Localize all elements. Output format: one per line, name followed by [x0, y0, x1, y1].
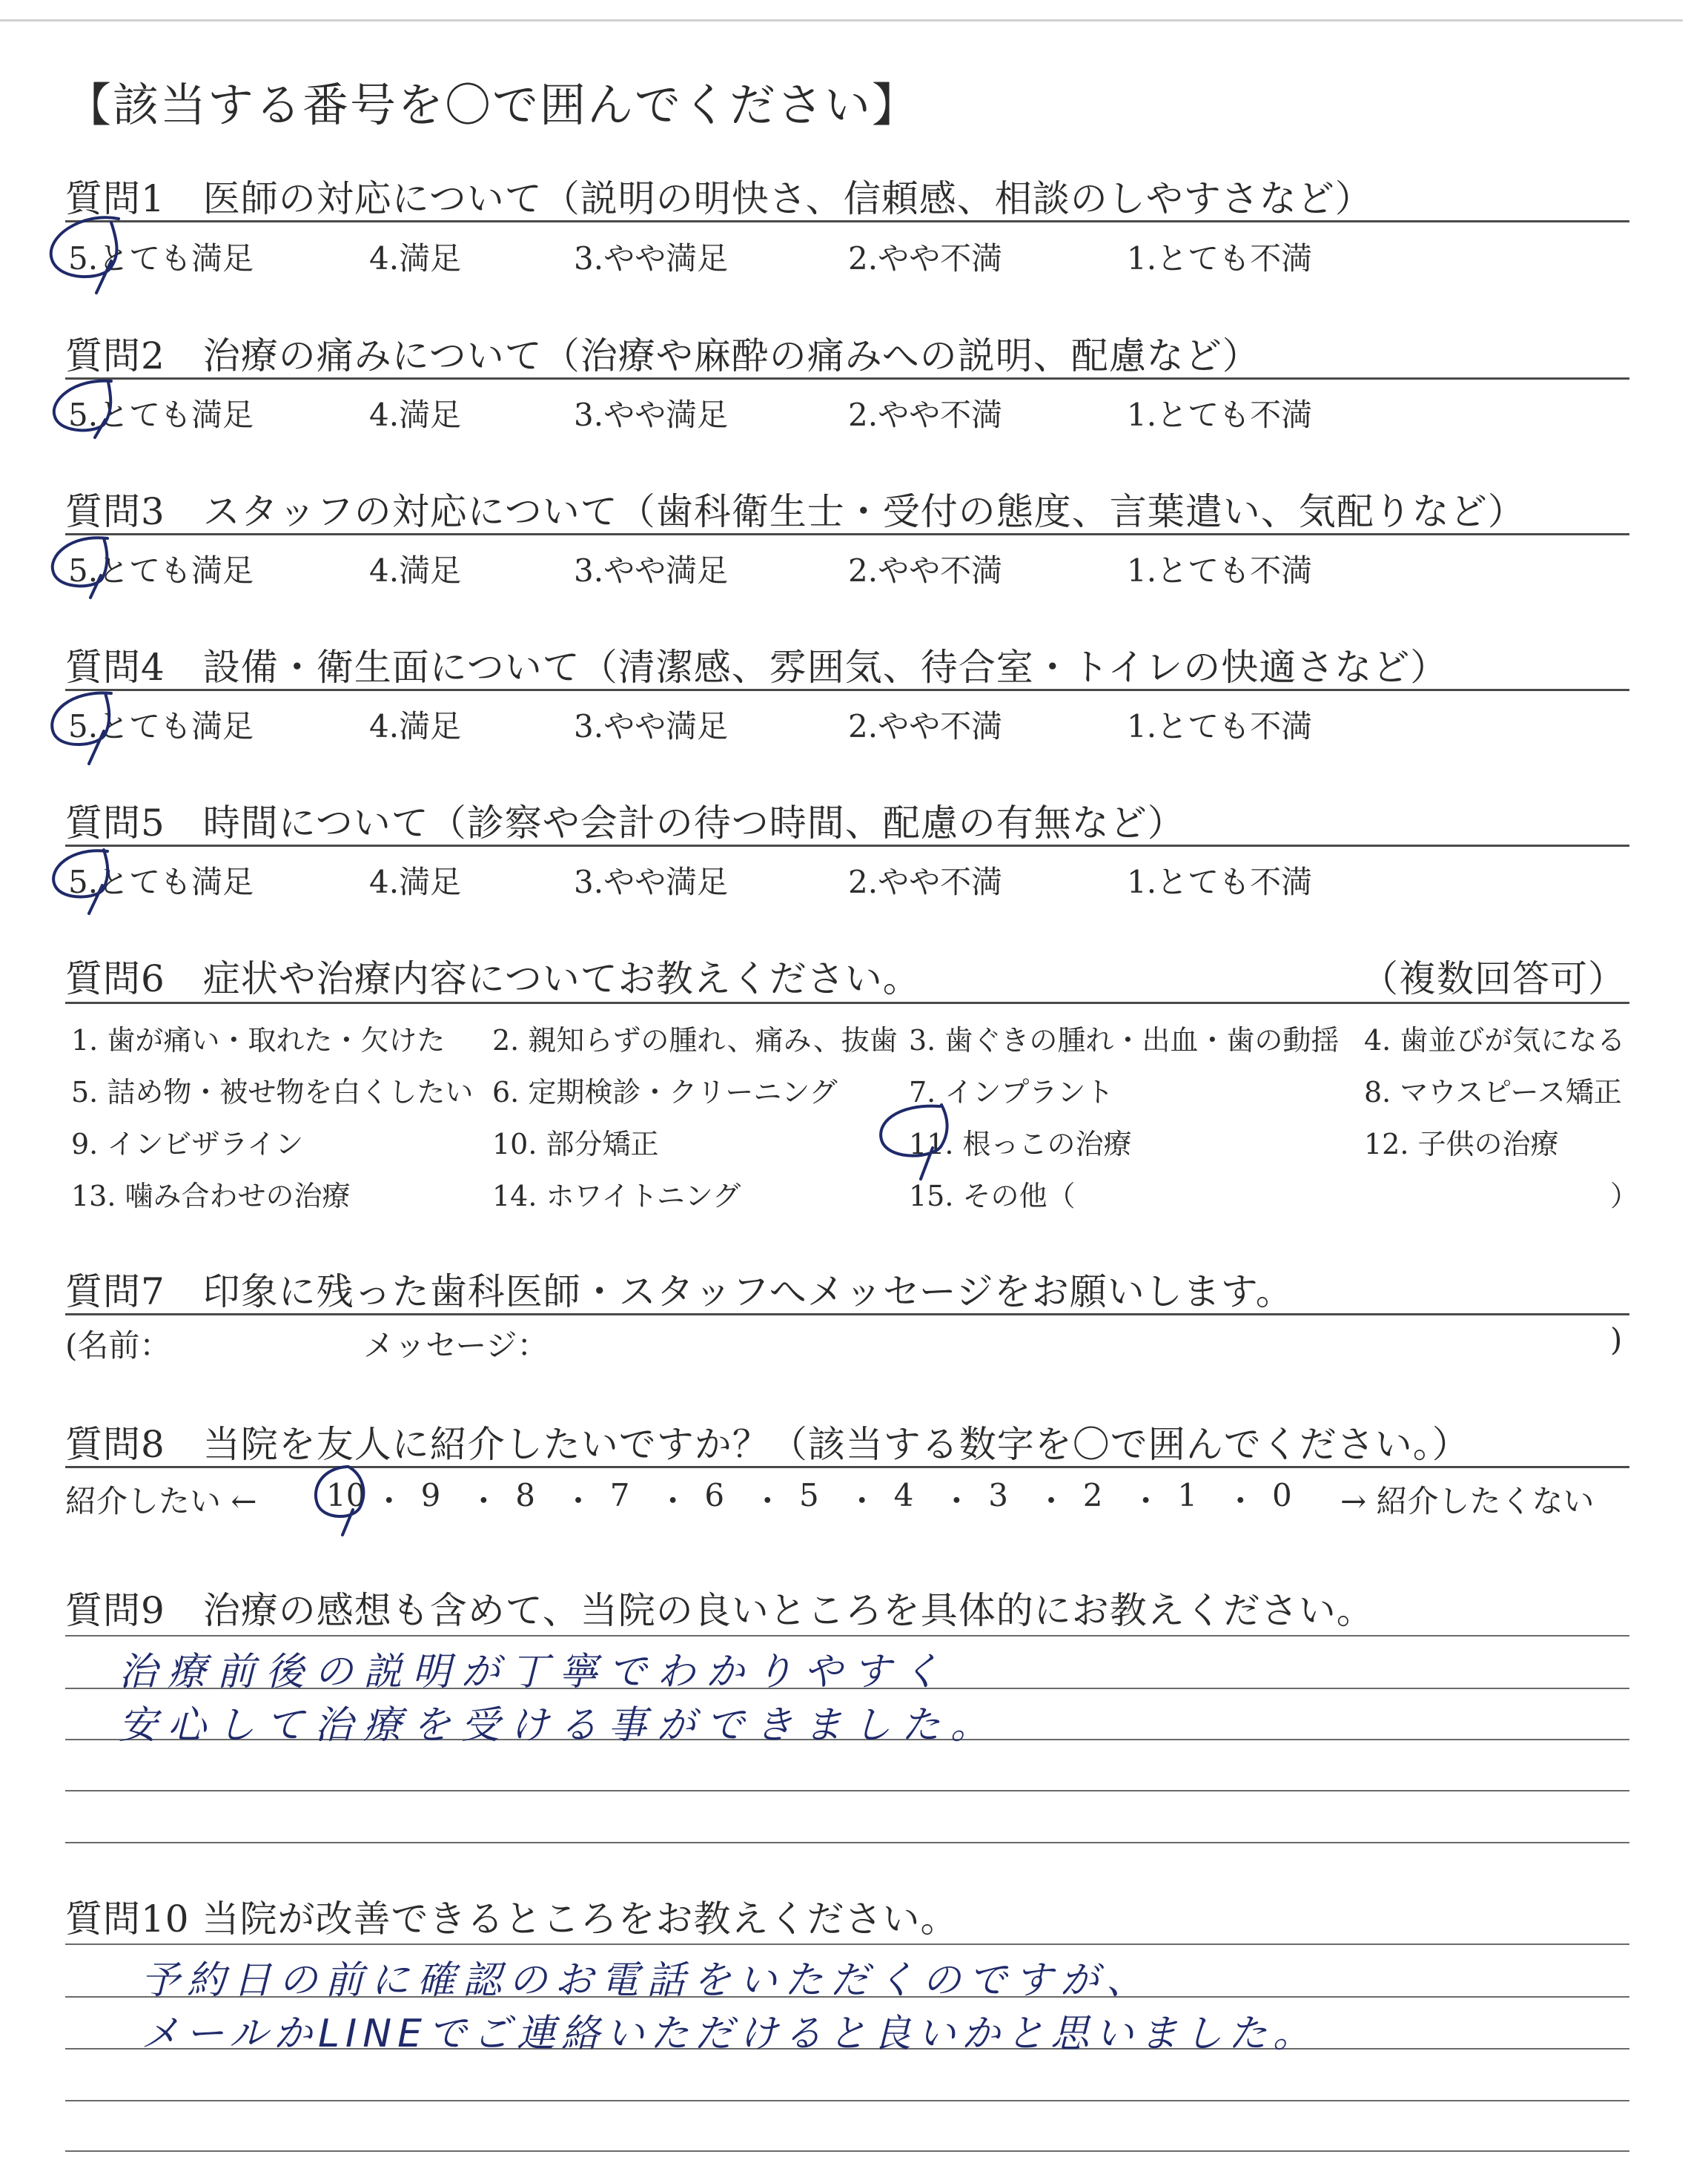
q8-scale-separator: ・: [468, 1483, 500, 1519]
q4-option-2[interactable]: 2.やや不満: [848, 708, 1003, 744]
q6-option-13[interactable]: 13. 噛み合わせの治療: [71, 1180, 351, 1212]
q2-title: 質問2 治療の痛みについて（治療や麻酔の痛みへの説明、配慮など）: [65, 334, 1260, 377]
q5-option-3[interactable]: 3.やや満足: [574, 864, 729, 900]
q3-option-5[interactable]: 5.とても満足: [68, 552, 254, 589]
q6-option-6[interactable]: 6. 定期検診・クリーニング: [492, 1076, 838, 1109]
q10-line-4: [65, 2100, 1629, 2101]
q1-option-5[interactable]: 5.とても満足: [68, 240, 254, 277]
q8-scale-separator: ・: [941, 1483, 973, 1519]
q6-option-10[interactable]: 10. 部分矯正: [492, 1128, 659, 1160]
q8-scale-value-3[interactable]: 3: [988, 1477, 1008, 1513]
q5-option-1[interactable]: 1.とても不満: [1127, 864, 1313, 900]
q6-option-9[interactable]: 9. インビザライン: [71, 1128, 304, 1160]
q2-option-1[interactable]: 1.とても不満: [1127, 397, 1313, 433]
q8-scale-value-10[interactable]: 10: [326, 1477, 366, 1513]
q8-scale-value-4[interactable]: 4: [893, 1477, 914, 1513]
q7-message-label: メッセージ：: [363, 1327, 549, 1364]
q8-rule: [65, 1466, 1629, 1468]
q8-scale-separator: ・: [1130, 1483, 1162, 1519]
q6-option-3[interactable]: 3. 歯ぐきの腫れ・出血・歯の動揺: [909, 1024, 1340, 1057]
q8-scale-value-8[interactable]: 8: [515, 1477, 535, 1513]
q4-title: 質問4 設備・衛生面について（清潔感、雰囲気、待合室・トイレの快適さなど）: [65, 646, 1449, 689]
q7-name-label: (名前：: [65, 1327, 171, 1364]
q8-scale-separator: ・: [563, 1483, 595, 1519]
q9-answer-line-2: 安心して治療を受ける事ができました。: [119, 1703, 1000, 1748]
q2-option-5[interactable]: 5.とても満足: [68, 397, 254, 433]
q8-scale-separator: ・: [373, 1483, 405, 1519]
q8-scale-separator: ・: [1036, 1483, 1068, 1519]
q4-option-5[interactable]: 5.とても満足: [68, 708, 254, 744]
q8-scale-value-7[interactable]: 7: [609, 1477, 630, 1513]
q6-note: （複数回答可）: [1361, 957, 1626, 1000]
q1-option-1[interactable]: 1.とても不満: [1127, 240, 1313, 277]
q3-option-3[interactable]: 3.やや満足: [574, 552, 729, 589]
q8-left-label: 紹介したい ←: [65, 1483, 257, 1519]
q2-option-3[interactable]: 3.やや満足: [574, 397, 729, 433]
q9-title: 質問9 治療の感想も含めて、当院の良いところを具体的にお教えください。: [65, 1589, 1374, 1632]
q8-scale-value-5[interactable]: 5: [799, 1477, 819, 1513]
q8-scale-separator: ・: [657, 1483, 689, 1519]
q4-option-3[interactable]: 3.やや満足: [574, 708, 729, 744]
q6-option-11[interactable]: 11. 根っこの治療: [909, 1128, 1132, 1160]
q6-rule: [65, 1002, 1629, 1004]
q2-option-4[interactable]: 4.満足: [369, 397, 462, 433]
q4-option-1[interactable]: 1.とても不満: [1127, 708, 1313, 744]
q5-title: 質問5 時間について（診察や会計の待つ時間、配慮の有無など）: [65, 802, 1185, 845]
q6-other-close: ）: [1610, 1180, 1639, 1212]
scan-edge-line: [0, 19, 1683, 22]
q10-line-5: [65, 2150, 1629, 2152]
q7-rule: [65, 1313, 1629, 1315]
q5-option-2[interactable]: 2.やや不満: [848, 864, 1003, 900]
q9-answer-line-1: 治療前後の説明が丁寧でわかりやすく: [119, 1650, 951, 1694]
q5-option-4[interactable]: 4.満足: [369, 864, 462, 900]
q6-option-8[interactable]: 8. マウスピース矯正: [1364, 1076, 1622, 1109]
q4-rule: [65, 689, 1629, 691]
q10-answer-line-1: 予約日の前に確認のお電話をいただくのですが、: [141, 1958, 1153, 2003]
q7-title: 質問7 印象に残った歯科医師・スタッフへメッセージをお願いします。: [65, 1270, 1294, 1313]
q5-rule: [65, 845, 1629, 847]
q8-scale-value-2[interactable]: 2: [1082, 1477, 1103, 1513]
q6-option-2[interactable]: 2. 親知らずの腫れ、痛み、抜歯: [492, 1024, 898, 1057]
q2-rule: [65, 377, 1629, 380]
q1-title: 質問1 医師の対応について（説明の明快さ、信頼感、相談のしやすさなど）: [65, 177, 1373, 220]
q5-option-5[interactable]: 5.とても満足: [68, 864, 254, 900]
q3-option-1[interactable]: 1.とても不満: [1127, 552, 1313, 589]
q9-line-5: [65, 1842, 1629, 1843]
q6-option-15[interactable]: 15. その他（: [909, 1180, 1076, 1212]
q8-scale-separator: ・: [846, 1483, 878, 1519]
q8-right-label: → 紹介したくない: [1340, 1483, 1595, 1519]
q8-title: 質問8 当院を友人に紹介したいですか？（該当する数字を〇で囲んでください。）: [65, 1423, 1470, 1466]
q8-scale-value-6[interactable]: 6: [704, 1477, 725, 1513]
q6-option-12[interactable]: 12. 子供の治療: [1364, 1128, 1559, 1160]
q3-rule: [65, 533, 1629, 535]
q2-option-2[interactable]: 2.やや不満: [848, 397, 1003, 433]
q10-answer-line-2: メールかLINEでご連絡いただけると良いかと思いました。: [141, 2012, 1318, 2056]
page-header: 【該当する番号を〇で囲んでください】: [65, 78, 920, 132]
q9-line-4: [65, 1790, 1629, 1791]
q1-option-4[interactable]: 4.満足: [369, 240, 462, 277]
q3-title: 質問3 スタッフの対応について（歯科衛生士・受付の態度、言葉遣い、気配りなど）: [65, 490, 1526, 533]
q6-option-1[interactable]: 1. 歯が痛い・取れた・欠けた: [71, 1024, 446, 1057]
q4-option-4[interactable]: 4.満足: [369, 708, 462, 744]
q8-scale-value-9[interactable]: 9: [420, 1477, 441, 1513]
q8-scale-value-1[interactable]: 1: [1177, 1477, 1198, 1513]
q9-line-1: [65, 1635, 1629, 1636]
q3-option-2[interactable]: 2.やや不満: [848, 552, 1003, 589]
q7-close-paren: ): [1610, 1321, 1623, 1358]
q8-scale-value-0[interactable]: 0: [1272, 1477, 1292, 1513]
q6-option-7[interactable]: 7. インプラント: [909, 1076, 1114, 1109]
q1-option-3[interactable]: 3.やや満足: [574, 240, 729, 277]
q6-option-5[interactable]: 5. 詰め物・被せ物を白くしたい: [71, 1076, 474, 1109]
q1-rule: [65, 220, 1629, 222]
q10-title: 質問10 当院が改善できるところをお教えください。: [65, 1898, 959, 1941]
q8-scale-separator: ・: [752, 1483, 784, 1519]
q6-option-14[interactable]: 14. ホワイトニング: [492, 1180, 741, 1212]
q6-title: 質問6 症状や治療内容についてお教えください。: [65, 957, 921, 1000]
q3-option-4[interactable]: 4.満足: [369, 552, 462, 589]
q10-line-1: [65, 1943, 1629, 1945]
q8-scale-separator: ・: [1225, 1483, 1257, 1519]
q6-option-4[interactable]: 4. 歯並びが気になる: [1364, 1024, 1626, 1057]
q1-option-2[interactable]: 2.やや不満: [848, 240, 1003, 277]
